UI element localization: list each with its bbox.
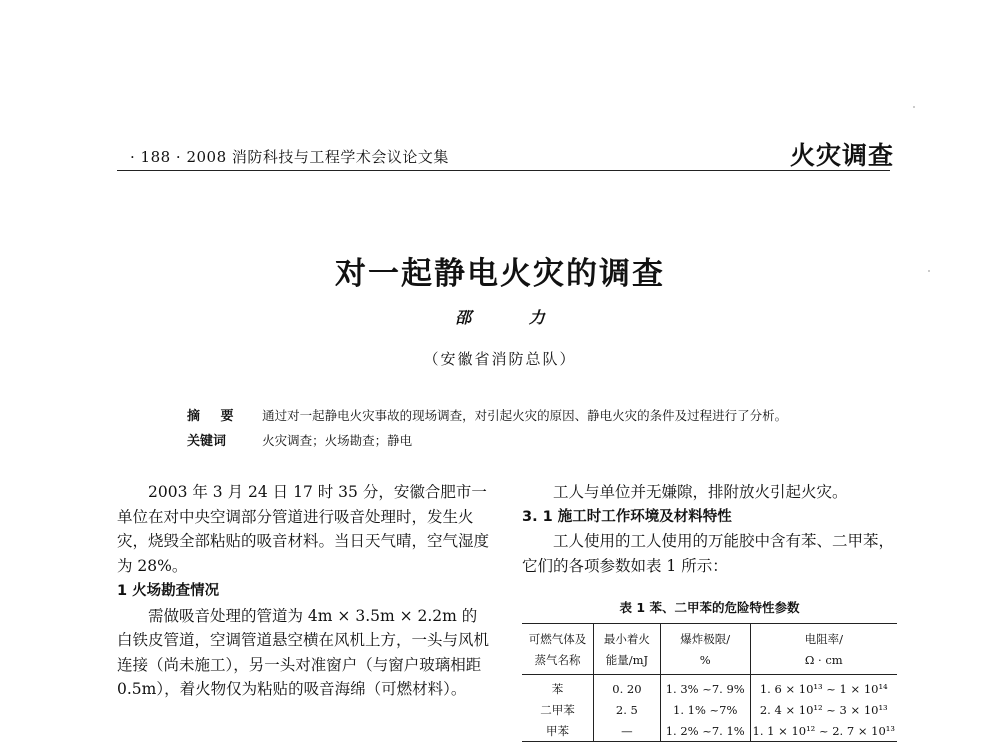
abstract-label: 摘 要 <box>187 409 242 424</box>
table-cell: 二甲苯 <box>540 702 575 717</box>
affiliation: （安徽省消防总队） <box>423 350 577 368</box>
keywords-row <box>187 430 412 449</box>
header-cell: 电阻率/ <box>750 624 897 650</box>
section31-heading: 3. 1 施工时工作环境及材料特性 <box>522 508 732 525</box>
table-cell: 2. 5 <box>593 699 660 720</box>
section1-paragraph: 需做吸音处理的管道为 4m × 3.5m × 2.2m 的白铁皮管道，空调管道悬空横在风机上方，一头与风机连接（尚未施工），另一头对准窗户（与窗户玻璃相距 0.5m），着火物仅为粘贴的吸音海绵（可燃材料）。 <box>117 606 490 698</box>
header-cell: 可燃气体及 <box>522 624 593 650</box>
header-cell: 最小着火 <box>593 624 660 650</box>
keywords-text: 火灾调查；火场勘查；静电 <box>262 433 413 448</box>
scan-speck <box>928 270 930 272</box>
article-title: 对一起静电火灾的调查 <box>335 256 665 292</box>
left-column <box>117 480 489 702</box>
continuation-paragraph: 工人与单位并无嫌隙，排附放火引起火灾。 <box>553 483 848 501</box>
section31-paragraph: 工人使用的工人使用的万能胶中含有苯、二甲苯，它们的各项参数如表 1 所示： <box>522 532 895 575</box>
hazard-table <box>522 623 897 742</box>
header-cell: 爆炸极限/ <box>660 624 750 650</box>
header-cell: 能量/mJ <box>593 649 660 675</box>
right-column <box>522 480 898 578</box>
header-cell: 蒸气名称 <box>522 649 593 675</box>
author: 邵 力 <box>455 308 571 327</box>
header-cell: Ω · cm <box>750 649 897 675</box>
table-row <box>522 720 897 742</box>
section1-heading: 1 火场勘查情况 <box>117 583 220 599</box>
table-cell: 甲苯 <box>522 720 593 742</box>
table-row <box>522 699 897 720</box>
header-cell: % <box>660 649 750 675</box>
keywords-label: 关键词 <box>187 434 227 449</box>
table-cell: — <box>593 720 660 742</box>
section-tag: 火灾调查 <box>790 141 895 170</box>
running-head: · 188 · 2008 消防科技与工程学术会议论文集 <box>130 148 449 166</box>
table-cell: 1. 2% ~7. 1% <box>660 720 750 742</box>
header-rule <box>117 170 890 171</box>
scan-speck <box>913 106 915 108</box>
table-cell: 1. 6 × 10¹³ ~ 1 × 10¹⁴ <box>750 675 897 700</box>
table-cell: 0. 20 <box>593 675 660 700</box>
table-header-row <box>522 624 897 650</box>
abstract-text: 通过对一起静电火灾事故的现场调查，对引起火灾的原因、静电火灾的条件及过程进行了分析。 <box>262 408 788 423</box>
table-cell: 1. 1% ~7% <box>660 699 750 720</box>
table-cell: 苯 <box>551 681 564 696</box>
table-cell: 1. 3% ~7. 9% <box>660 675 750 700</box>
table-cell: 1. 1 × 10¹² ~ 2. 7 × 10¹³ <box>750 720 897 742</box>
table-header-row <box>522 649 897 675</box>
table-caption: 表 1 苯、二甲苯的危险特性参数 <box>619 600 800 615</box>
intro-paragraph: 2003 年 3 月 24 日 17 时 35 分，安徽合肥市一单位在对中央空调部分管道进行吸音处理时，发生火灾，烧毁全部粘贴的吸音材料。当日天气晴，空气湿度为 28%。 <box>117 483 490 575</box>
table-cell: 2. 4 × 10¹² ~ 3 × 10¹³ <box>750 699 897 720</box>
table-row <box>522 675 897 700</box>
abstract-row <box>187 405 787 424</box>
